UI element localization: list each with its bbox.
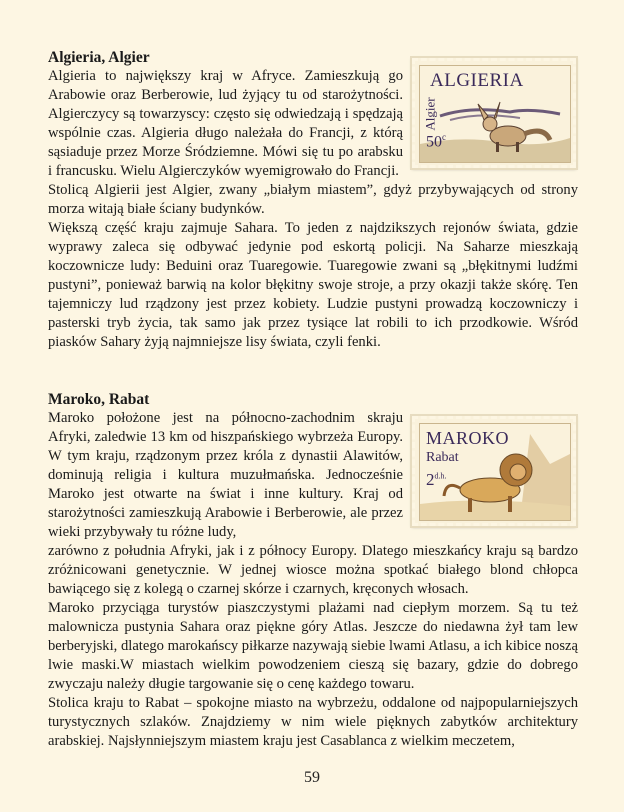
algeria-paragraph-1: Algieria to największy kraj w Afryce. Zamieszkują go Arabowie oraz Berberowie, lud żyjący tu od starożytności. Algierczycy są towarzyscy: często się odwiedzają i spędzają wspólnie czas. Algieria długo należała do Francji, z którą sąsiaduje przez Morze Śródziemne. Mówi się tu po arabsku i francusku. Wielu Algierczyków wyemigrowało do Francji.: [48, 68, 403, 179]
morocco-heading: Maroko, Rabat: [48, 391, 150, 408]
morocco-paragraph-3: Maroko przyciąga turystów piaszczystymi plażami nad ciepłym morzem. Są tu też malownicza pustynia Sahara oraz piękne góry Atlas. Jeszcze do niedawna żył tam lew berberyjski, dlatego marokańscy piłkarze nazywają siebie lwami Atlasu, a ich kibice noszą lwie maski.W miastach wielkim powodzeniem cieszą się bazary, gdzie do dobrego zwyczaju należy długie targowanie się o cenę każdego towaru.: [48, 600, 578, 692]
algeria-heading: Algieria, Algier: [48, 49, 150, 66]
algeria-stamp-city: Algier: [422, 97, 438, 131]
morocco-stamp-title: MAROKO: [426, 428, 510, 448]
morocco-stamp-value: $2^{d.h.}$: [426, 470, 447, 489]
algeria-stamp-unit: c: [442, 132, 446, 142]
page-number: 59: [304, 769, 320, 786]
algeria-stamp-value: 50$^c$: [426, 132, 446, 151]
morocco-stamp-unit: d.h.: [434, 471, 447, 481]
morocco-paragraph-1: Maroko położone jest na północno-zachodnim skraju Afryki, zaledwie 13 km od hiszpańskiego wybrzeża Europy. W tym kraju, rządzonym przez króla z dynastii Alawitów, dominują religia i kultura muzułmańska. Jednocześnie Maroko jest otwarte na świat i inne kultury. Kraj od starożytności zamieszkują Arabowie i Berberowie, ale przez wieki przybywały tu różne ludy,: [48, 410, 403, 540]
morocco-stamp: [412, 416, 576, 526]
morocco-stamp-frame: [419, 423, 571, 521]
algeria-paragraph-2: Stolicą Algierii jest Algier, zwany „białym miastem”, gdyż przybywających od strony morza witają białe ściany budynków.: [48, 182, 578, 217]
algeria-stamp-frame: [419, 65, 571, 163]
algeria-stamp-title: ALGIERIA: [430, 70, 524, 91]
morocco-paragraph-2: zarówno z południa Afryki, jak i z północy Europy. Dlatego mieszkańcy kraju są bardzo zróżnicowani genetycznie. W jednej wiosce można spotkać białego blond chłopca bawiącego się z kolegą o czarnej skórze i czarnych, kręconych włosach.: [48, 543, 578, 597]
morocco-paragraph-4: Stolica kraju to Rabat – spokojne miasto na wybrzeżu, oddalone od najpopularniejszych turystycznych szlaków. Znajdziemy w nim wiele pięknych zabytków architektury arabskiej. Najsłynniejszym miastem kraju jest Casablanca z wielkim meczetem,: [48, 695, 578, 749]
algeria-stamp: [412, 58, 576, 168]
morocco-stamp-city: Rabat: [426, 450, 459, 465]
algeria-paragraph-3: Większą część kraju zajmuje Sahara. To jeden z najdzikszych rejonów świata, gdzie wyprawy zaleca się odbywać jedynie pod eskortą policji. Na Saharze mieszkają koczownicze ludy: Beduini oraz Tuaregowie. Tuaregowie zwani są „błękitnymi ludźmi pustyni”, ponieważ barwią na kolor błękitny swoje stroje, a przy okazji także skórę. Ten tajemniczy lud rządzony jest przez kobiety. Ludzie pustyni prowadzą koczowniczy i pasterski tryb życia, tak samo jak przez tysiące lat robili to ich przodkowie. Wśród piasków Sahary żyją najmniejsze lisy świata, czyli fenki.: [48, 220, 578, 350]
